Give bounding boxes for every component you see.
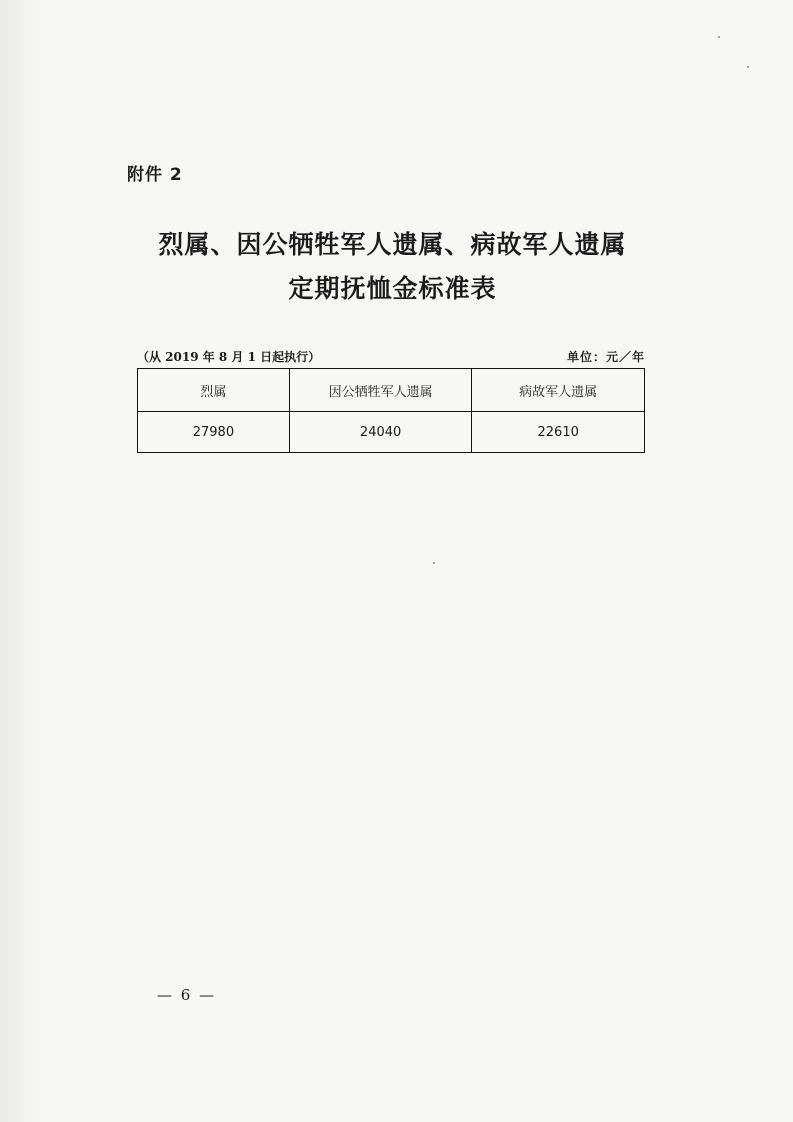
table-meta-row — [137, 348, 645, 366]
unit-note: 单位：元／年 — [566, 350, 645, 364]
scan-speck — [718, 36, 720, 38]
header-martyr-family: 烈属 — [138, 369, 290, 412]
document-title-line-1: 烈属、因公牺牲军人遗属、病故军人遗属 — [158, 230, 627, 259]
header-illness-death-family: 病故军人遗属 — [472, 369, 645, 412]
scan-speck — [433, 562, 435, 564]
header-duty-death-family: 因公牺牲军人遗属 — [289, 369, 472, 412]
cell-duty-death-family-amount: 24040 — [289, 412, 472, 453]
page-number: — 6 — — [157, 986, 217, 1004]
scan-speck — [747, 66, 749, 68]
pension-standard-table — [137, 368, 645, 453]
attachment-label: 附件 2 — [127, 165, 183, 185]
cell-martyr-family-amount: 27980 — [138, 412, 290, 453]
cell-illness-death-family-amount: 22610 — [472, 412, 645, 453]
table-header-row — [138, 369, 645, 412]
page-shadow-edge — [0, 0, 40, 1122]
table-row — [138, 412, 645, 453]
effective-date-note: （从 2019 年 8 月 1 日起执行） — [137, 350, 321, 364]
document-title-line-2: 定期抚恤金标准表 — [288, 274, 497, 303]
